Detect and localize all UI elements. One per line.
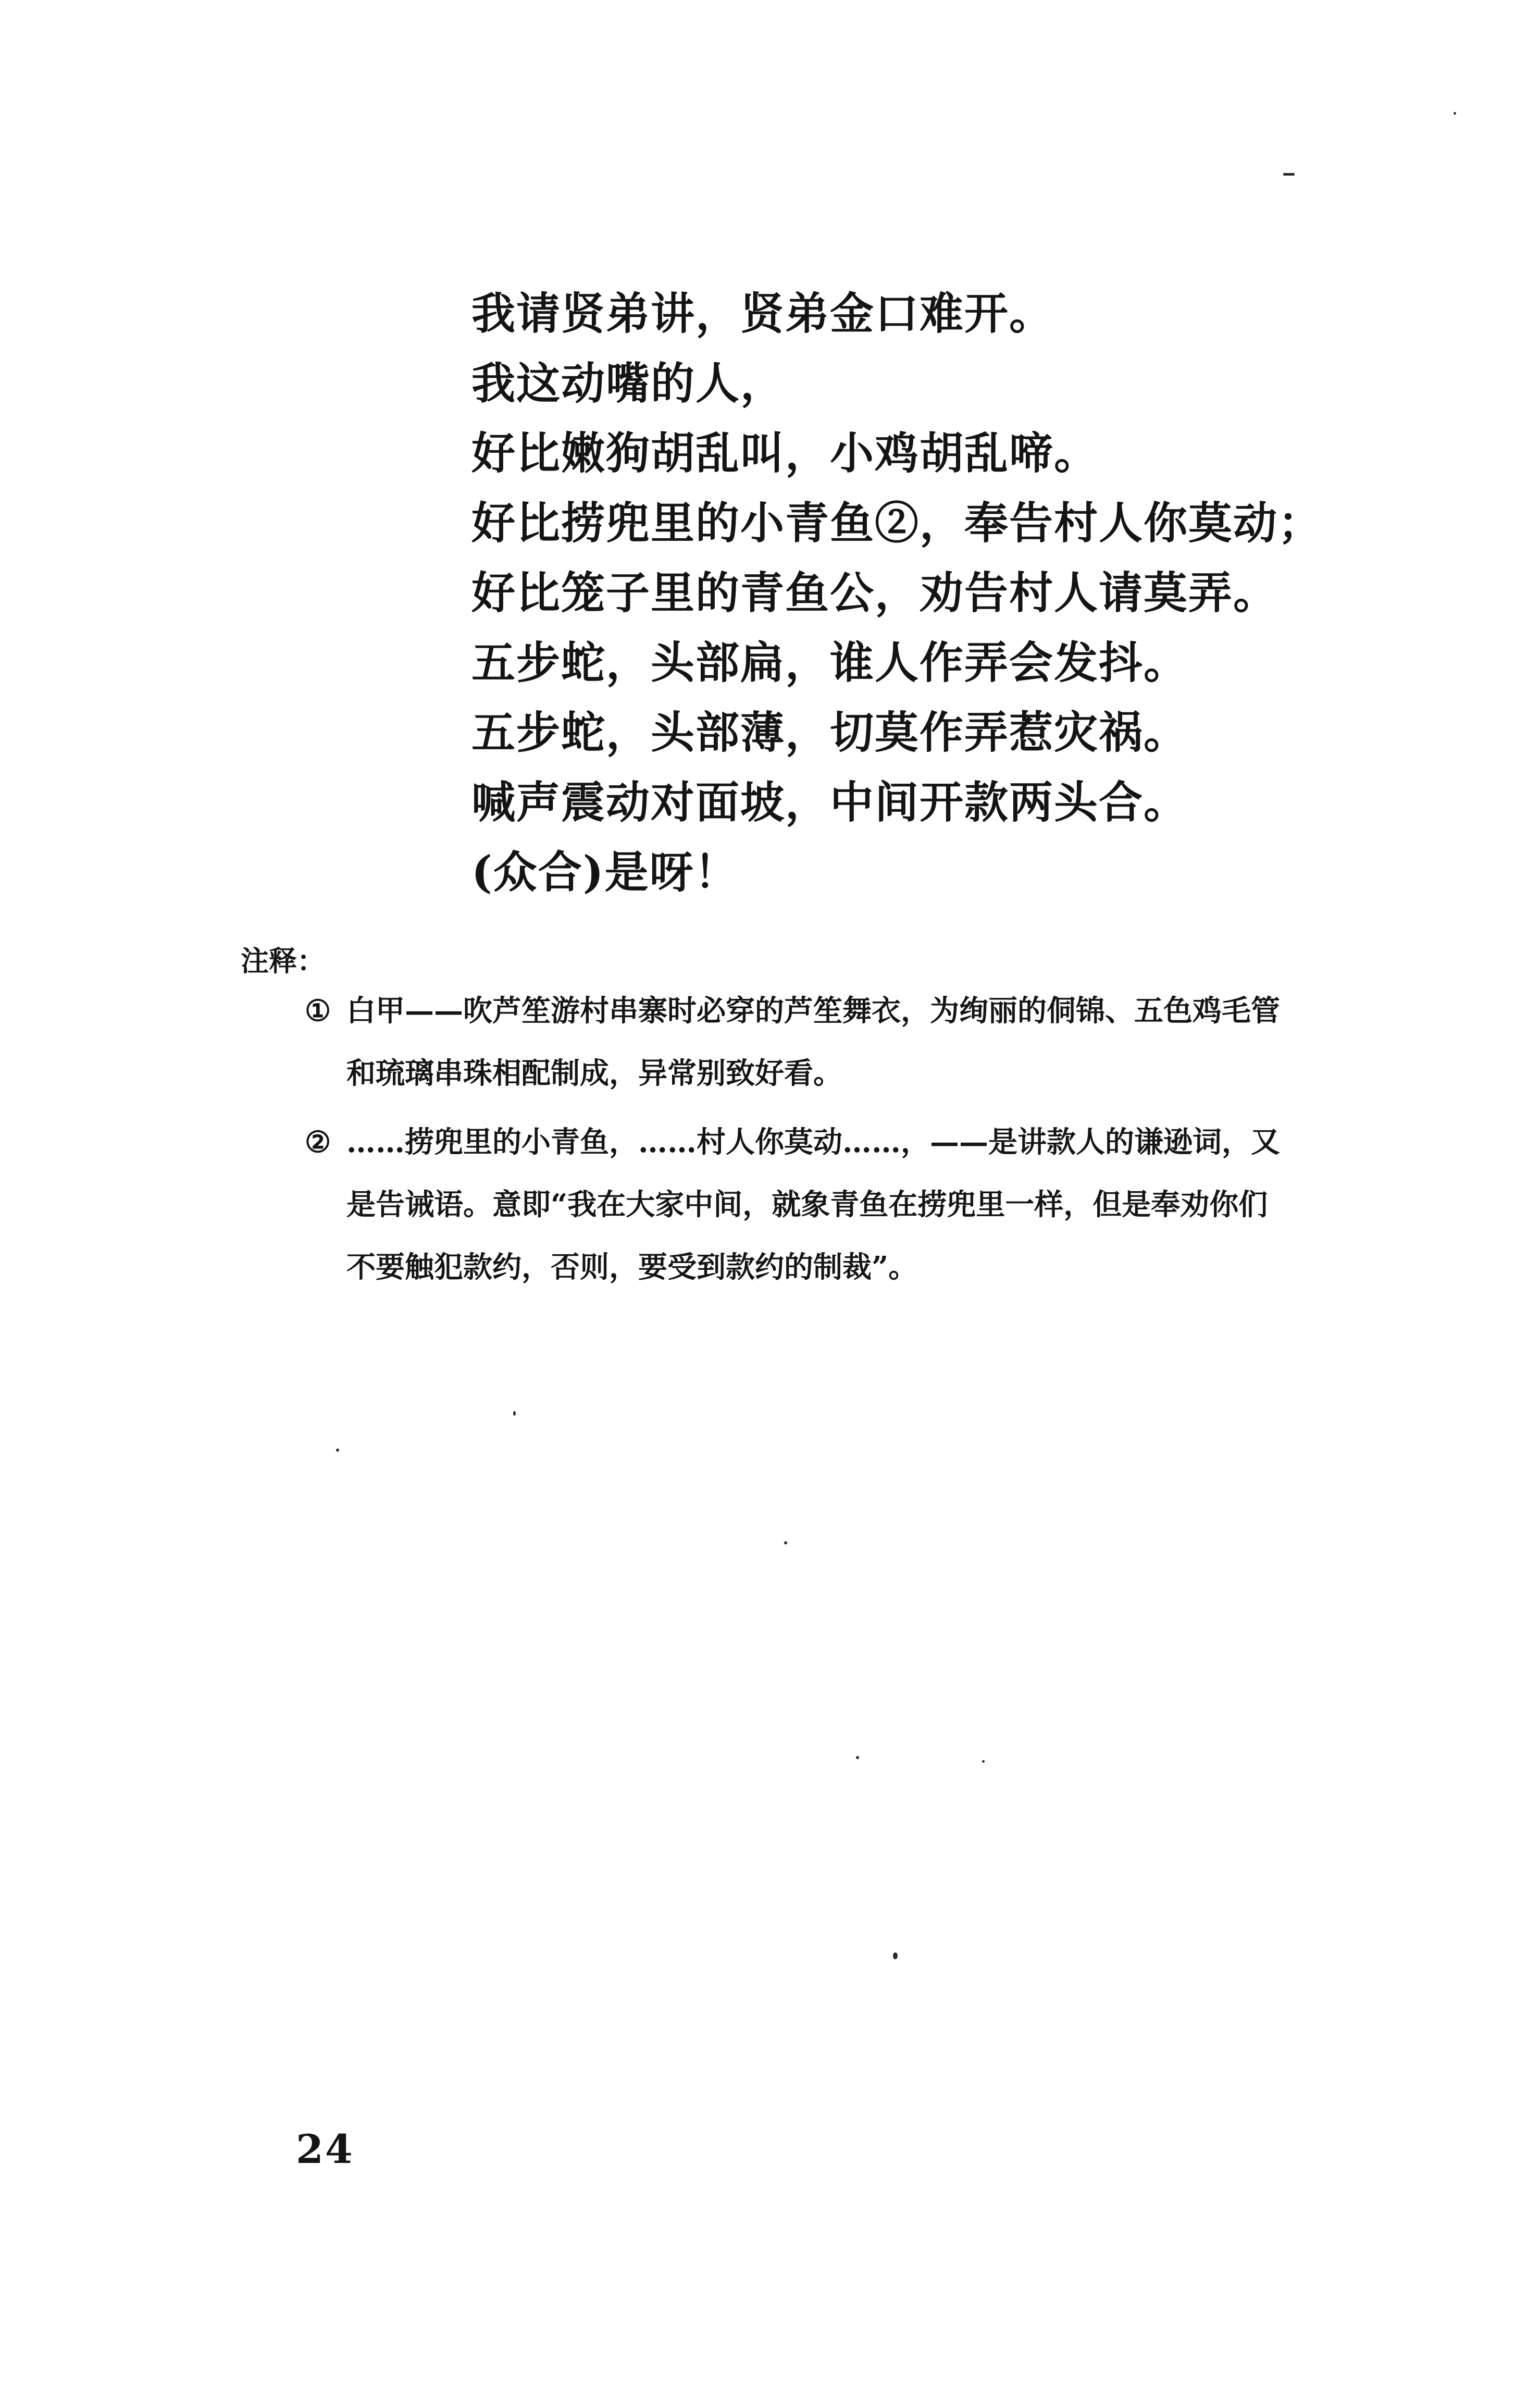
note-text: ……捞兜里的小青鱼，……村人你莫动……，——是讲款人的谦逊词，又 bbox=[346, 1125, 1280, 1159]
verse-line: 好比笼子里的青鱼公，劝告村人请莫弄。 bbox=[471, 567, 1278, 619]
scan-speck bbox=[336, 1449, 339, 1452]
verse-line: 喊声震动对面坡，中间开款两头合。 bbox=[471, 776, 1189, 828]
notes-list bbox=[305, 980, 1399, 1305]
scan-speck bbox=[1454, 112, 1456, 115]
notes-heading: 注释： bbox=[241, 944, 325, 978]
scan-speck bbox=[982, 1760, 985, 1763]
verse-block bbox=[471, 279, 1461, 907]
note-line bbox=[305, 1111, 1399, 1173]
verse-line: 好比嫩狗胡乱叫，小鸡胡乱啼。 bbox=[471, 427, 1099, 479]
scan-speck bbox=[893, 1952, 898, 1959]
page-number: 24 bbox=[296, 2126, 354, 2172]
scan-speck bbox=[1283, 173, 1295, 176]
note-text: 白甲——吹芦笙游村串寨时必穿的芦笙舞衣，为绚丽的侗锦、五色鸡毛管 bbox=[346, 994, 1280, 1028]
verse-line: 好比捞兜里的小青鱼②，奉告村人你莫动； bbox=[471, 497, 1323, 549]
note-item-1 bbox=[305, 980, 1399, 1105]
note-marker: ① bbox=[305, 994, 331, 1028]
verse-line: 五步蛇，头部薄，切莫作弄惹灾祸。 bbox=[471, 707, 1189, 758]
note-marker: ② bbox=[305, 1125, 331, 1159]
verse-line: 我这动嘴的人， bbox=[471, 357, 786, 409]
note-item-2 bbox=[305, 1111, 1399, 1298]
verse-line: (众合)是呀！ bbox=[471, 846, 739, 898]
note-line: 不要触犯款约，否则，要受到款约的制裁”。 bbox=[346, 1250, 918, 1284]
note-line: 和琉璃串珠相配制成，异常别致好看。 bbox=[346, 1056, 842, 1091]
scan-speck bbox=[856, 1756, 859, 1759]
note-line bbox=[305, 980, 1399, 1042]
note-line: 是告诫语。意即“我在大家中间，就象青鱼在捞兜里一样，但是奉劝你们 bbox=[346, 1188, 1268, 1222]
verse-line: 五步蛇，头部扁，谁人作弄会发抖。 bbox=[471, 637, 1189, 688]
scan-speck bbox=[513, 1411, 516, 1416]
verse-line: 我请贤弟讲，贤弟金口难开。 bbox=[471, 288, 1054, 339]
scan-speck bbox=[784, 1541, 787, 1544]
